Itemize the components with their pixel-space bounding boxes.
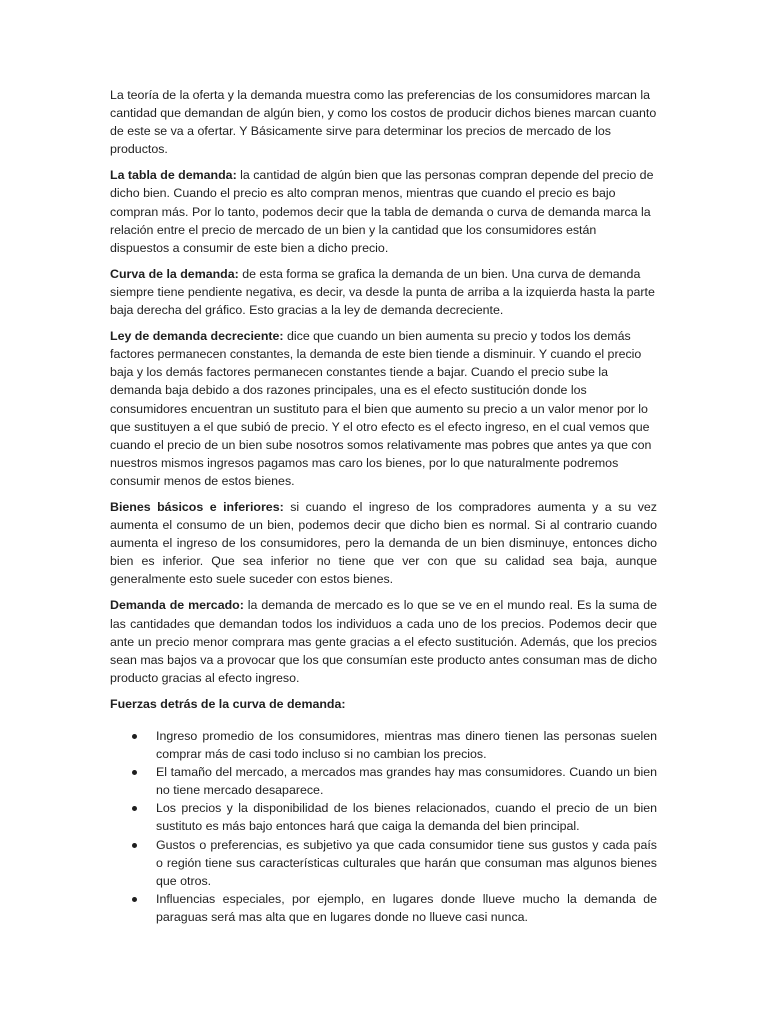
section-heading: Ley de demanda decreciente: (110, 329, 284, 344)
section-market-demand (110, 596, 657, 686)
list-item (110, 727, 657, 763)
bullet-icon (132, 843, 137, 848)
bullet-icon (132, 734, 137, 739)
section-decreasing-demand-law (110, 327, 657, 490)
list-item-text: Ingreso promedio de los consumidores, mientras mas dinero tienen las personas suelen comprar más de casi todo incluso si no cambian los precios. (156, 729, 657, 762)
list-item-text: El tamaño del mercado, a mercados mas grandes hay mas consumidores. Cuando un bien no tiene mercado desaparece. (156, 765, 657, 798)
list-item-text: Influencias especiales, por ejemplo, en lugares donde llueve mucho la demanda de paraguas será mas alta que en lugares donde no llueve casi nunca. (156, 891, 657, 924)
section-demand-table (110, 166, 657, 256)
section-body: si cuando el ingreso de los compradores aumenta y a su vez aumenta el consumo de un bien, podemos decir que dicho bien es normal. Si al contrario cuando aumenta el ingreso de los consumidores, pero la demanda de un bien disminuye, entonces dicho bien es inferior. Que sea inferior no tiene que ver con que su calidad sea baja, aunque generalmente esto suele suceder con estos bienes. (110, 499, 657, 587)
section-demand-curve (110, 265, 657, 319)
list-item-text: Los precios y la disponibilidad de los bienes relacionados, cuando el precio de un bien sustituto es más bajo entonces hará que caiga la demanda del bien principal. (156, 801, 657, 834)
list-item (110, 799, 657, 835)
bullet-icon (132, 806, 137, 811)
bullet-icon (132, 770, 137, 775)
section-heading: Bienes básicos e inferiores: (110, 499, 284, 514)
section-heading: La tabla de demanda: (110, 168, 237, 183)
bullet-icon (132, 897, 137, 902)
list-item (110, 890, 657, 926)
list-item (110, 763, 657, 799)
section-heading: Demanda de mercado: (110, 598, 244, 613)
section-body: la demanda de mercado es lo que se ve en el mundo real. Es la suma de las cantidades que demandan todos los individuos a cada uno de los precios. Podemos decir que ante un precio menor comprara mas gente gracias a el efecto sustitución. Además, que los precios sean mas bajos va a provocar que los que consumían este producto antes consuman mas de dicho producto gracias al efecto ingreso. (110, 598, 657, 685)
section-basic-inferior-goods (110, 498, 657, 588)
intro-paragraph: La teoría de la oferta y la demanda muestra como las preferencias de los consumidores marcan la cantidad que demandan de algún bien, y como los costos de producir dichos bienes marcan cuanto de este se va a ofertar. Y Básicamente sirve para determinar los precios de mercado de los productos. (110, 88, 657, 157)
forces-bullet-list (110, 727, 657, 926)
list-item (110, 836, 657, 890)
section-body: la cantidad de algún bien que las personas compran depende del precio de dicho bien. Cuando el precio es alto compran menos, mientras que cuando el precio es bajo compran más. Por lo tanto, podemos decir que la tabla de demanda o curva de demanda marca la relación entre el precio de mercado de un bien y la cantidad que los consumidores están dispuestos a consumir de este bien a dicho precio. (110, 168, 654, 255)
section-body: dice que cuando un bien aumenta su precio y todos los demás factores permanecen constantes, la demanda de este bien tiende a disminuir. Y cuando el precio baja y los demás factores permanecen constantes tiende a bajar. Cuando el precio sube la demanda baja debido a dos razones principales, una es el efecto sustitución donde los consumidores encuentran un sustituto para el bien que aumento su precio a un valor menor por lo que sustituyen a el que subió de precio. Y el otro efecto es el efecto ingreso, en el cual vemos que cuando el precio de un bien sube nosotros somos relativamente mas pobres que antes ya que con nuestros mismos ingresos pagamos mas caro los bienes, por lo que naturalmente podremos consumir menos de estos bienes. (110, 329, 652, 488)
section-heading: Curva de la demanda: (110, 266, 239, 281)
list-item-text: Gustos o preferencias, es subjetivo ya que cada consumidor tiene sus gustos y cada país o región tiene sus características culturales que harán que consuman mas algunos bienes que otros. (156, 837, 657, 888)
section-body: de esta forma se grafica la demanda de un bien. Una curva de demanda siempre tiene pendiente negativa, es decir, va desde la punta de arriba a la izquierda hasta la parte baja derecha del gráfico. Esto gracias a la ley de demanda decreciente. (110, 266, 655, 318)
document-page (110, 86, 657, 926)
forces-heading: Fuerzas detrás de la curva de demanda: (110, 696, 346, 711)
